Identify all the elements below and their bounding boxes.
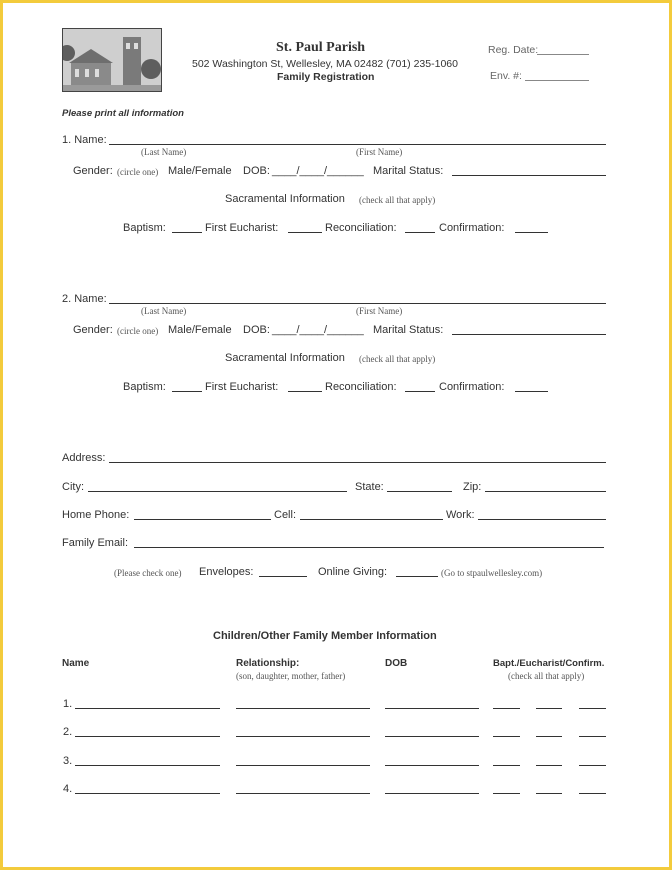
- confirmation-field[interactable]: [515, 391, 548, 392]
- row-number: 1.: [63, 698, 73, 710]
- child-baptism-field[interactable]: [493, 736, 520, 737]
- child-baptism-field[interactable]: [493, 708, 520, 709]
- child-name-field[interactable]: [75, 793, 220, 794]
- child-confirmation-field[interactable]: [579, 793, 606, 794]
- col-dob-header: DOB: [385, 658, 408, 669]
- child-baptism-field[interactable]: [493, 765, 520, 766]
- env-field[interactable]: [525, 80, 589, 81]
- reconciliation-field[interactable]: [405, 391, 435, 392]
- confirmation-label: Confirmation:: [439, 222, 505, 234]
- child-relationship-field[interactable]: [236, 736, 370, 737]
- confirmation-field[interactable]: [515, 232, 548, 233]
- child-dob-field[interactable]: [385, 793, 479, 794]
- work-label: Work:: [446, 509, 475, 521]
- address-field[interactable]: [109, 462, 606, 463]
- marital-status-label: Marital Status:: [373, 165, 444, 177]
- child-dob-field[interactable]: [385, 765, 479, 766]
- reconciliation-field[interactable]: [405, 232, 435, 233]
- col-sacraments-hint: (check all that apply): [508, 671, 585, 681]
- please-check-hint: (Please check one): [114, 568, 182, 578]
- child-eucharist-field[interactable]: [536, 736, 562, 737]
- col-sacraments-header: Bapt./Eucharist/Confirm.: [493, 658, 605, 669]
- reg-date-label: Reg. Date:: [488, 44, 539, 56]
- circle-one-hint: (circle one): [117, 326, 159, 336]
- row-number: 3.: [63, 755, 73, 767]
- zip-field[interactable]: [485, 491, 606, 492]
- children-section-title: Children/Other Family Member Information: [213, 630, 437, 642]
- home-phone-label: Home Phone:: [62, 509, 130, 521]
- parish-address: 502 Washington St, Wellesley, MA 02482 (701) 235-1060: [192, 58, 458, 70]
- instructions: Please print all information: [62, 108, 184, 119]
- child-baptism-field[interactable]: [493, 793, 520, 794]
- child-confirmation-field[interactable]: [579, 765, 606, 766]
- envelopes-field[interactable]: [259, 576, 307, 577]
- dob-label: DOB:: [243, 165, 270, 177]
- check-all-hint: (check all that apply): [359, 354, 436, 364]
- baptism-field[interactable]: [172, 232, 202, 233]
- reconciliation-label: Reconciliation:: [325, 222, 397, 234]
- circle-one-hint: (circle one): [117, 167, 159, 177]
- child-dob-field[interactable]: [385, 708, 479, 709]
- state-field[interactable]: [387, 491, 452, 492]
- first-name-hint: (First Name): [356, 147, 403, 157]
- city-field[interactable]: [88, 491, 347, 492]
- child-eucharist-field[interactable]: [536, 765, 562, 766]
- zip-label: Zip:: [463, 481, 482, 493]
- child-eucharist-field[interactable]: [536, 793, 562, 794]
- baptism-field[interactable]: [172, 391, 202, 392]
- child-relationship-field[interactable]: [236, 765, 370, 766]
- row-number: 4.: [63, 783, 73, 795]
- col-relationship-hint: (son, daughter, mother, father): [236, 671, 346, 681]
- dob-label: DOB:: [243, 324, 270, 336]
- work-field[interactable]: [478, 519, 606, 520]
- online-giving-note: (Go to stpaulwellesley.com): [441, 568, 543, 578]
- marital-status-label: Marital Status:: [373, 324, 444, 336]
- email-label: Family Email:: [62, 537, 129, 549]
- gender-options[interactable]: Male/Female: [168, 324, 232, 336]
- dob-field[interactable]: ____/____/______: [272, 165, 364, 177]
- eucharist-field[interactable]: [288, 391, 322, 392]
- gender-options[interactable]: Male/Female: [168, 165, 232, 177]
- child-relationship-field[interactable]: [236, 708, 370, 709]
- city-label: City:: [62, 481, 84, 493]
- envelopes-label: Envelopes:: [199, 566, 254, 578]
- row-number: 2.: [63, 726, 73, 738]
- gender-label: Gender:: [73, 324, 113, 336]
- env-label: Env. #:: [490, 70, 522, 82]
- cell-label: Cell:: [274, 509, 297, 521]
- gender-label: Gender:: [73, 165, 113, 177]
- eucharist-field[interactable]: [288, 232, 322, 233]
- baptism-label: Baptism:: [123, 381, 166, 393]
- registration-form-page: [3, 3, 669, 867]
- last-name-hint: (Last Name): [141, 147, 187, 157]
- name-label: 1. Name:: [62, 134, 107, 146]
- child-eucharist-field[interactable]: [536, 708, 562, 709]
- parish-name: St. Paul Parish: [276, 40, 366, 55]
- child-dob-field[interactable]: [385, 736, 479, 737]
- check-all-hint: (check all that apply): [359, 195, 436, 205]
- eucharist-label: First Eucharist:: [205, 222, 279, 234]
- child-confirmation-field[interactable]: [579, 736, 606, 737]
- child-name-field[interactable]: [75, 736, 220, 737]
- col-relationship-header: Relationship:: [236, 658, 300, 669]
- child-name-field[interactable]: [75, 708, 220, 709]
- child-confirmation-field[interactable]: [579, 708, 606, 709]
- form-title: Family Registration: [277, 71, 375, 83]
- marital-status-field[interactable]: [452, 334, 606, 335]
- first-name-hint: (First Name): [356, 306, 403, 316]
- baptism-label: Baptism:: [123, 222, 166, 234]
- sacramental-info-label: Sacramental Information: [225, 352, 345, 364]
- marital-status-field[interactable]: [452, 175, 606, 176]
- col-name-header: Name: [62, 658, 90, 669]
- state-label: State:: [355, 481, 384, 493]
- eucharist-label: First Eucharist:: [205, 381, 279, 393]
- email-field[interactable]: [134, 547, 604, 548]
- name-field[interactable]: [109, 144, 606, 145]
- reconciliation-label: Reconciliation:: [325, 381, 397, 393]
- online-giving-label: Online Giving:: [318, 566, 388, 578]
- home-phone-field[interactable]: [134, 519, 271, 520]
- confirmation-label: Confirmation:: [439, 381, 505, 393]
- sacramental-info-label: Sacramental Information: [225, 193, 345, 205]
- address-label: Address:: [62, 452, 106, 464]
- child-name-field[interactable]: [75, 765, 220, 766]
- reg-date-field[interactable]: [537, 54, 589, 55]
- online-giving-field[interactable]: [396, 576, 438, 577]
- last-name-hint: (Last Name): [141, 306, 187, 316]
- church-logo-icon: [62, 28, 162, 92]
- dob-field[interactable]: ____/____/______: [272, 324, 364, 336]
- cell-field[interactable]: [300, 519, 443, 520]
- child-relationship-field[interactable]: [236, 793, 370, 794]
- name-field[interactable]: [109, 303, 606, 304]
- name-label: 2. Name:: [62, 293, 107, 305]
